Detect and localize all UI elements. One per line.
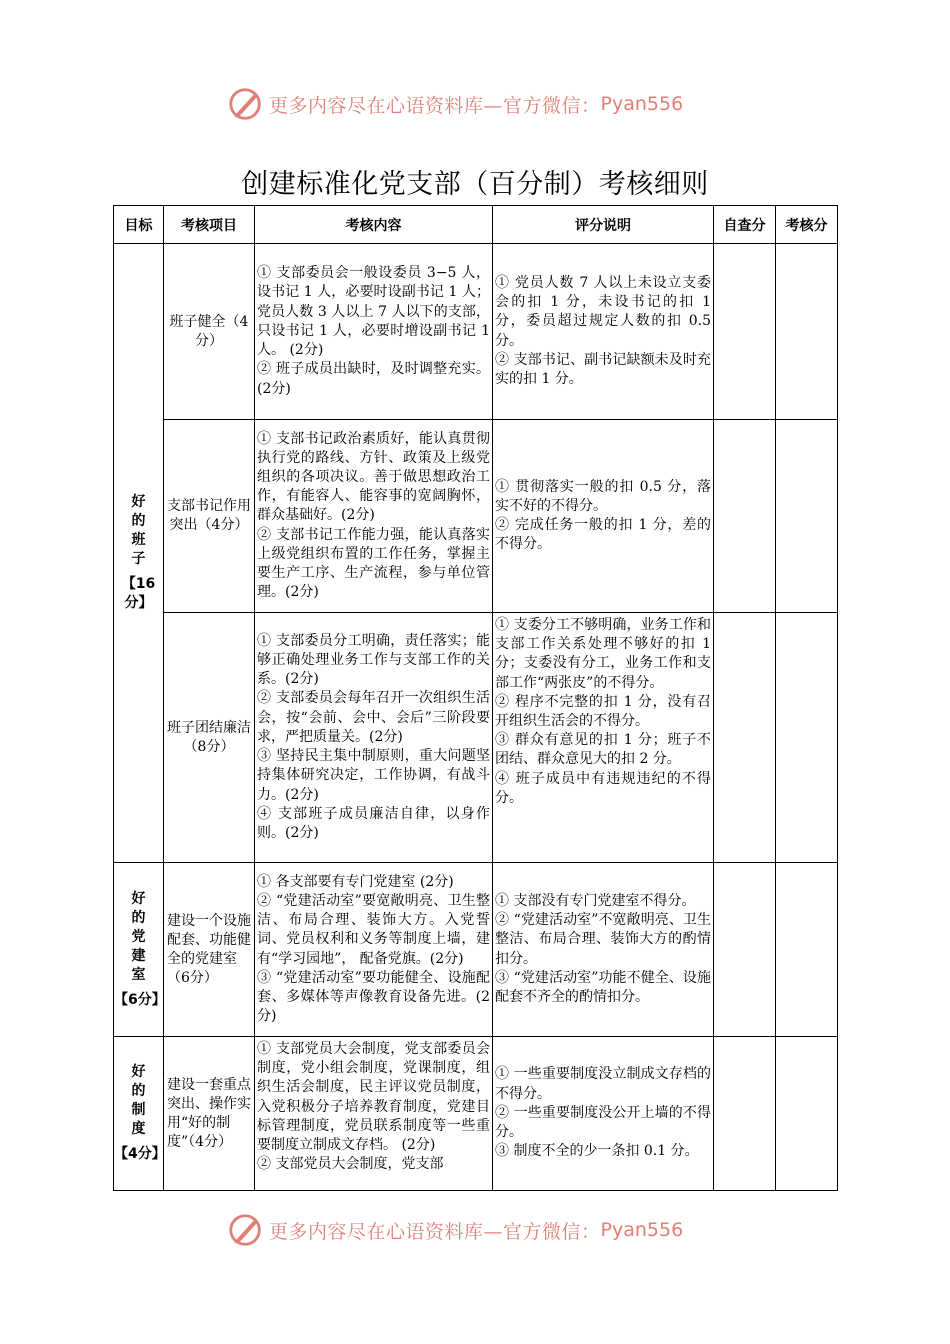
watermark-banner-bottom — [0, 1210, 950, 1250]
scoring-cell — [493, 863, 714, 1037]
scoring-line: ① 贯彻落实一般的扣 0.5 分，落实不好的不得分。 — [495, 478, 711, 514]
group-label: 好的党建室 — [131, 890, 146, 983]
content-line: ① 支部书记政治素质好，能认真贯彻执行党的路线、方针、政策及上级党组织的各项决议。善于做思想政治工作，有能容人、能容事的宽阔胸怀，群众基础好。(2分) — [257, 430, 490, 524]
table-row — [114, 244, 838, 420]
content-line: ② “党建活动室”要宽敞明亮、卫生整洁、布局合理、装饰大方。入党誓词、党员权利和义务等制度上墙，建有“学习园地”， 配备党旗。(2分) — [257, 892, 490, 967]
group-points: 【4分】 — [114, 1146, 166, 1162]
content-line: ③ 坚持民主集中制原则，重大问题坚持集体研究决定，工作协调，有战斗力。(2分) — [257, 748, 490, 803]
scoring-cell — [493, 613, 714, 863]
banner-handle: Pyan556 — [600, 93, 684, 115]
content-line: ① 支部党员大会制度，党支部委员会制度，党小组会制度，党课制度，组织生活会制度，民主评议党员制度，入党积极分子培养教育制度，党建目标管理制度，党员联系制度等一些重要制度立制成文存档。 (2分) — [257, 1041, 490, 1154]
content-cell — [255, 420, 493, 613]
content-cell — [255, 244, 493, 420]
scoring-line: ① 支部没有专门党建室不得分。 — [495, 892, 696, 909]
assessment-table — [113, 205, 838, 1191]
pen-logo-icon — [227, 85, 265, 123]
scoring-line: ② 支部书记、副书记缺额未及时充实的扣 1 分。 — [495, 351, 711, 387]
group-cell-party-room — [114, 863, 164, 1037]
scoring-cell — [493, 1037, 714, 1191]
banner-text: 更多内容尽在心语资料库—官方微信： — [269, 1220, 601, 1243]
scoring-line: ③ 制度不全的少一条扣 0.1 分。 — [495, 1143, 699, 1160]
review-score-cell[interactable] — [776, 863, 838, 1037]
scoring-line: ② “党建活动室”不宽敞明亮、卫生整洁、布局合理、装饰大方的酌情扣分。 — [495, 912, 711, 967]
header-target: 目标 — [114, 206, 164, 244]
group-points: 【16分】 — [121, 576, 156, 611]
content-line: ① 各支部要有专门党建室 (2分) — [257, 873, 454, 890]
scoring-line: ③ 群众有意见的扣 1 分；班子不团结、群众意见大的扣 2 分。 — [495, 732, 711, 768]
scoring-line: ① 党员人数 7 人以上未设立支委会的扣 1 分，未设书记的扣 1 分，委员超过规定人数的扣 0.5 分。 — [495, 274, 711, 349]
item-cell: 班子团结廉洁（8分） — [164, 613, 255, 863]
header-content: 考核内容 — [255, 206, 493, 244]
self-score-cell[interactable] — [714, 244, 776, 420]
content-line: ② 班子成员出缺时，及时调整充实。(2分) — [257, 361, 490, 397]
item-cell: 班子健全（4分） — [164, 244, 255, 420]
self-score-cell[interactable] — [714, 863, 776, 1037]
content-line: ② 支部书记工作能力强，能认真落实上级党组织布置的工作任务，掌握主要生产工序、生产流程，参与单位管理。(2分) — [257, 526, 490, 601]
scoring-line: ③ “党建活动室”功能不健全、设施配套不齐全的酌情扣分。 — [495, 969, 711, 1005]
scoring-line: ① 支委分工不够明确，业务工作和支部工作关系处理不够好的扣 1 分；支委没有分工，业务工作和支部工作“两张皮”的不得分。 — [495, 617, 711, 691]
content-line: ③ “党建活动室”要功能健全、设施配套、多媒体等声像教育设备先进。(2分) — [257, 969, 490, 1025]
content-cell — [255, 863, 493, 1037]
content-line: ② 支部党员大会制度，党支部 — [257, 1156, 444, 1173]
header-scoring: 评分说明 — [493, 206, 714, 244]
self-score-cell[interactable] — [714, 1037, 776, 1191]
scoring-line: ② 完成任务一般的扣 1 分，差的不得分。 — [495, 517, 711, 553]
scoring-cell — [493, 420, 714, 613]
content-cell — [255, 1037, 493, 1191]
item-cell: 支部书记作用突出（4分） — [164, 420, 255, 613]
table-header-row — [114, 206, 838, 244]
review-score-cell[interactable] — [776, 1037, 838, 1191]
scoring-line: ① 一些重要制度没立制成文存档的不得分。 — [495, 1066, 711, 1102]
content-line: ① 支部委员分工明确，责任落实；能够正确处理业务工作与支部工作的关系。(2分) — [257, 632, 490, 688]
item-cell: 建设一个设施配套、功能健全的党建室（6分） — [164, 863, 255, 1037]
content-line: ② 支部委员会每年召开一次组织生活会，按“会前、会中、会后”三阶段要求，严把质量关。(2分) — [257, 690, 490, 745]
table-row — [114, 420, 838, 613]
scoring-line: ④ 班子成员中有违规违纪的不得分。 — [495, 770, 711, 806]
scoring-line: ② 程序不完整的扣 1 分，没有召开组织生活会的不得分。 — [495, 693, 711, 730]
self-score-cell[interactable] — [714, 613, 776, 863]
item-cell: 建设一套重点突出、操作实用“好的制度”（4分） — [164, 1037, 255, 1191]
banner-handle: Pyan556 — [600, 1219, 684, 1241]
review-score-cell[interactable] — [776, 420, 838, 613]
table-row — [114, 863, 838, 1037]
review-score-cell[interactable] — [776, 613, 838, 863]
header-item: 考核项目 — [164, 206, 255, 244]
group-cell-leadership — [114, 244, 164, 863]
group-points: 【6分】 — [114, 991, 166, 1008]
table-row — [114, 1037, 838, 1191]
self-score-cell[interactable] — [714, 420, 776, 613]
banner-text: 更多内容尽在心语资料库—官方微信： — [269, 94, 601, 117]
page-title: 创建标准化党支部（百分制）考核细则 — [241, 169, 709, 200]
watermark-banner-top — [0, 84, 950, 124]
content-line: ④ 支部班子成员廉洁自律，以身作则。(2分) — [257, 805, 490, 841]
content-cell — [255, 613, 493, 863]
header-self-score: 自查分 — [714, 206, 776, 244]
header-review-score: 考核分 — [776, 206, 838, 244]
scoring-cell — [493, 244, 714, 420]
content-line: ① 支部委员会一般设委员 3−5 人，设书记 1 人，必要时设副书记 1 人；党员人数 3 人以上 7 人以下的支部，只设书记 1 人，必要时增设副书记 1 人。 (2分) — [257, 265, 490, 359]
group-label: 好的班子 — [131, 494, 146, 567]
pen-logo-icon — [227, 1211, 265, 1249]
group-cell-systems — [114, 1037, 164, 1191]
table-row — [114, 613, 838, 863]
scoring-line: ② 一些重要制度没公开上墙的不得分。 — [495, 1104, 711, 1141]
review-score-cell[interactable] — [776, 244, 838, 420]
group-label: 好的制度 — [131, 1064, 146, 1137]
